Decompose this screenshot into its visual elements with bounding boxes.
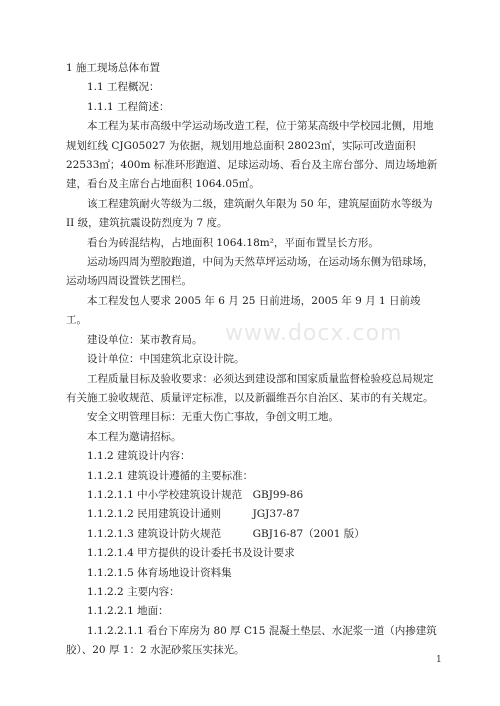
paragraph: 安全文明管理目标：无重大伤亡事故，争创文明工地。 <box>87 411 339 424</box>
paragraph: 1.1.2.1.5 体育场地设计资料集 <box>87 566 232 579</box>
paragraph: 1.1.2.1.4 甲方提供的设计委托书及设计要求 <box>87 547 295 560</box>
paragraph: 运动场四周为塑胶跑道，中间为天然草坪运动场，在运动场东侧为铅球场，运动场四周设置铁艺围栏。 <box>66 256 434 288</box>
watermark: www.docx.com <box>225 321 403 346</box>
paragraph: 1 施工现场总体布置 <box>66 62 161 74</box>
page-number: 1 <box>436 655 442 665</box>
document-body <box>66 59 438 661</box>
paragraph: 1.1.2.1.3 建筑设计防火规范 GBJ16-87（2001 版） <box>87 527 365 540</box>
paragraph: 1.1.1 工程简述： <box>87 100 170 113</box>
paragraph: 工程质量目标及验收要求：必须达到建设部和国家质量监督检验疫总局规定有关施工验收规范、质量评定标准，以及新疆维吾尔自治区、某市的有关规定。 <box>66 372 434 404</box>
paragraph: 本工程为某市高级中学运动场改造工程，位于第某高级中学校园北侧，用地规划红线 CJG05027 为依据，规划用地总面积 28023㎡，实际可改造面积 22533㎡；400m 标准环形跑道、足球运动场、看台及主席台部分、周边场地新建，看台及主席台占地面积 1064.05㎡。 <box>66 120 438 191</box>
paragraph: 1.1.2.2.1 地面： <box>87 605 169 618</box>
paragraph: 建设单位：某市教育局。 <box>87 333 203 346</box>
paragraph: 看台为砖混结构，占地面积 1064.18m²，平面布置呈长方形。 <box>87 236 379 249</box>
paragraph: 本工程发包人要求 2005 年 6 月 25 日前进场，2005 年 9 月 1 日前竣工。 <box>66 294 421 327</box>
paragraph: 1.1 工程概况： <box>87 81 160 94</box>
paragraph: 1.1.2 建筑设计内容： <box>87 450 191 463</box>
paragraph: 1.1.2.2.1.1 看台下库房为 80 厚 C15 混凝土垫层、水泥浆一道（内掺建筑胶）、20 厚 1：2 水泥砂浆压实抹光。 <box>66 624 437 657</box>
paragraph: 1.1.2.1.1 中小学校建筑设计规范 GBJ99-86 <box>87 488 304 501</box>
paragraph: 1.1.2.2 主要内容： <box>87 585 180 598</box>
paragraph: 1.1.2.1 建筑设计遵循的主要标准： <box>87 469 254 482</box>
paragraph: 设计单位：中国建筑北京设计院。 <box>87 353 245 366</box>
paragraph: 1.1.2.1.2 民用建筑设计通则 JGJ37-87 <box>87 508 300 521</box>
paragraph: 本工程为邀请招标。 <box>87 430 182 443</box>
paragraph: 该工程建筑耐火等级为二级，建筑耐久年限为 50 年，建筑屋面防水等级为 II 级，建筑抗震设防烈度为 7 度。 <box>66 197 433 230</box>
